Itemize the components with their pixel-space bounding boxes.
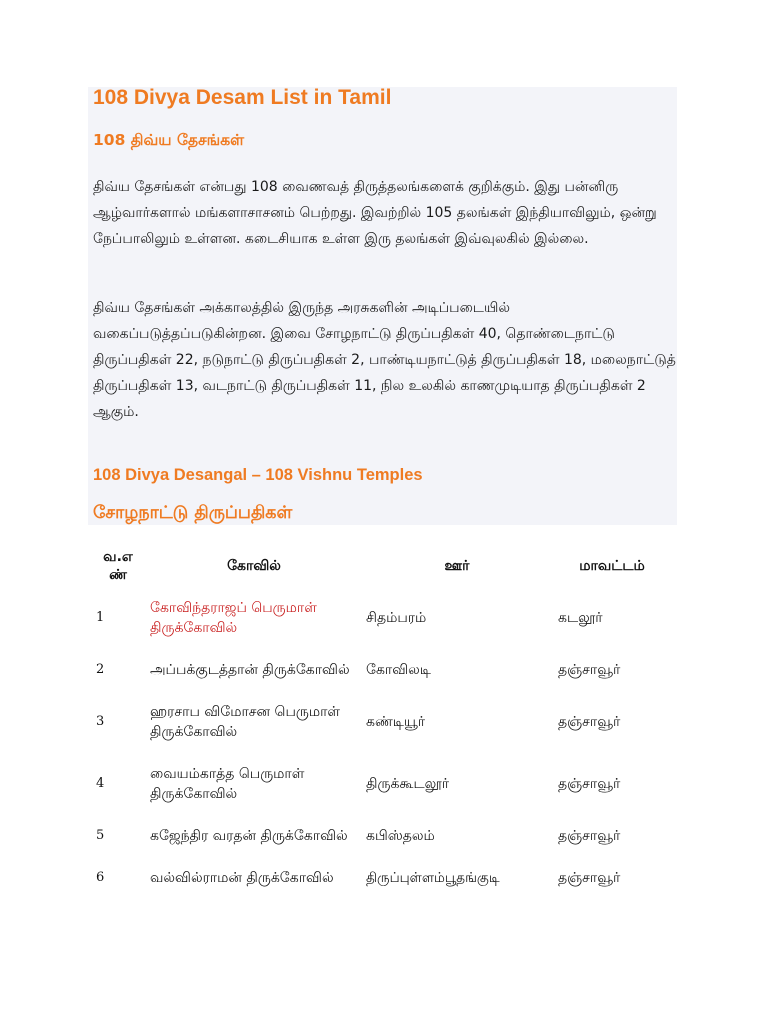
temple-cell: வையம்காத்த பெருமாள் திருக்கோவில் xyxy=(150,766,305,802)
table-row xyxy=(90,753,672,815)
district-cell: தஞ்சாவூர் xyxy=(558,870,621,886)
table-row xyxy=(90,815,672,857)
header-temple: கோவில் xyxy=(227,558,281,574)
district-cell: தஞ்சாவூர் xyxy=(558,714,621,730)
header-serial-number: வ.எண் xyxy=(103,549,133,583)
page-title: 108 Divya Desam List in Tamil xyxy=(93,86,392,109)
row-number: 1 xyxy=(96,610,105,625)
intro-paragraph-1: திவ்ய தேசங்கள் என்பது 108 வைணவத் திருத்தலங்களைக் குறிக்கும். இது பன்னிரு ஆழ்வார்களால் மங்களாசாசனம் பெற்றது. இவற்றில் 105 தலங்கள் இந்தியாவிலும், ஒன்று நேப்பாலிலும் உள்ளன. கடைசியாக உள்ள இரு தலங்கள் இவ்வுலகில் இல்லை. xyxy=(93,179,657,247)
row-number: 4 xyxy=(96,776,105,791)
district-cell: தஞ்சாவூர் xyxy=(558,662,621,678)
row-number: 3 xyxy=(96,714,105,729)
town-cell: திருப்புள்ளம்பூதங்குடி xyxy=(366,870,500,886)
row-number: 5 xyxy=(96,828,105,843)
row-number: 6 xyxy=(96,870,105,885)
temple-cell: அப்பக்குடத்தான் திருக்கோவில் xyxy=(150,662,350,678)
temple-link[interactable]: கோவிந்தராஜப் பெருமாள் திருக்கோவில் xyxy=(150,600,317,636)
table-row xyxy=(90,857,672,899)
district-cell: தஞ்சாவூர் xyxy=(558,828,621,844)
town-cell: கண்டியூர் xyxy=(366,714,426,730)
temple-cell: வல்வில்ராமன் திருக்கோவில் xyxy=(150,870,334,886)
temple-cell: ஹரசாப விமோசன பெருமாள் திருக்கோவில் xyxy=(150,704,341,740)
row-number: 2 xyxy=(96,662,105,677)
town-cell: கபிஸ்தலம் xyxy=(366,828,435,844)
temple-cell: கஜேந்திர வரதன் திருக்கோவில் xyxy=(150,828,348,844)
tamil-subtitle: 108 திவ்ய தேசங்கள் xyxy=(93,131,245,149)
town-cell: சிதம்பரம் xyxy=(366,610,427,626)
district-cell: கடலூர் xyxy=(558,610,603,626)
header-district: மாவட்டம் xyxy=(579,558,645,574)
table-row xyxy=(90,587,672,649)
table-row xyxy=(90,691,672,753)
header-town: ஊர் xyxy=(444,558,470,574)
district-cell: தஞ்சாவூர் xyxy=(558,776,621,792)
town-cell: திருக்கூடலூர் xyxy=(366,776,450,792)
intro-paragraph-2: திவ்ய தேசங்கள் அக்காலத்தில் இருந்த அரசுகளின் அடிப்படையில் வகைப்படுத்தப்படுகின்றன. இவை சோழநாட்டு திருப்பதிகள் 40, தொண்டைநாட்டு திருப்பதிகள் 22, நடுநாட்டு திருப்பதிகள் 2, பாண்டியநாட்டுத் திருப்பதிகள் 18, மலைநாட்டுத் திருப்பதிகள் 13, வடநாட்டு திருப்பதிகள் 11, நில உலகில் காணமுடியாத திருப்பதிகள் 2 ஆகும். xyxy=(93,300,676,420)
region-heading: சோழநாட்டு திருப்பதிகள் xyxy=(93,503,293,523)
table-row xyxy=(90,649,672,691)
table-header-row xyxy=(90,545,672,587)
town-cell: கோவிலடி xyxy=(366,662,431,678)
section-heading: 108 Divya Desangal – 108 Vishnu Temples xyxy=(93,466,423,484)
temple-table xyxy=(90,545,672,899)
